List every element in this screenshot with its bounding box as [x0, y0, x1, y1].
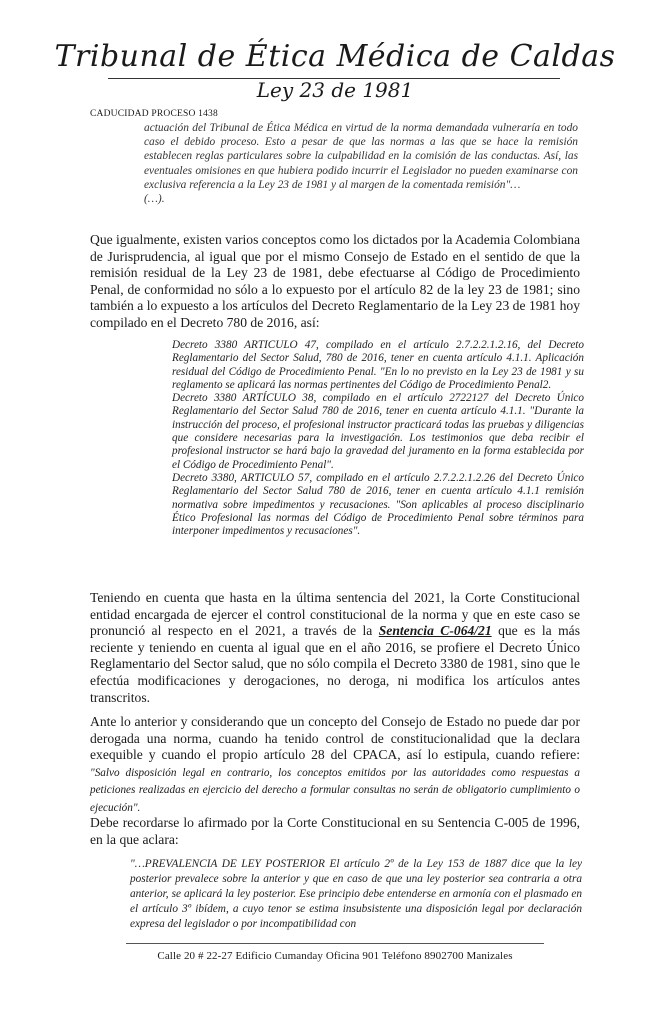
decree-article-47: Decreto 3380 ARTICULO 47, compilado en el artículo 2.7.2.2.1.2.16, del Decreto Reglamentario del Sector Salud, 780 de 2016, tener en cuenta artículo 4.1.1. Aplicación residual del Código de Procedimiento Penal. "En lo no previsto en la Ley 23 de 1981 y su reglamento se aplicará las normas pertinentes del Código de Procedimiento Penal2.	[172, 339, 584, 391]
cpaca-quote: "Salvo disposición legal en contrario, los conceptos emitidos por las autoridades como respuestas a peticiones realizadas en ejercicio del derecho a formular consultas no serán de obligatorio cumplimiento o ejecución".	[90, 766, 580, 814]
decree-article-57: Decreto 3380, ARTICULO 57, compilado en el artículo 2.7.2.2.1.2.26 del Decreto Único Reglamentario del Sector Salud 780 de 2016, tener en cuenta artículo 4.1.1 remisión normativa sobre impedimentos y recusaciones. "Son aplicables al proceso disciplinario Ético Profesional las normas del Código de Procedimiento Penal sobre términos para interponer impedimentos y recusaciones".	[172, 471, 584, 538]
paragraph-sentencia-text-a: Teniendo en cuenta que hasta en la última sentencia del 2021, la Corte Constitucional entidad encargada de ejercer el control constitucional de la norma y que en este caso se pronunció al respecto en el 2021, a través de la	[90, 590, 580, 639]
quote-ley-posterior: "…PREVALENCIA DE LEY POSTERIOR El artículo 2º de la Ley 153 de 1887 dice que la ley posterior prevalece sobre la anterior y que en caso de que una ley posterior sea contraria a otra anterior, se aplicará la ley posterior. Ese principio debe entenderse en armonía con el plasmado en el artículo 3º ibídem, a cuyo tenor se estima insubsistente una disposición legal por declaración expresa del legislador o por incompatibilidad con	[130, 858, 582, 930]
footer-divider	[126, 943, 544, 944]
case-reference: CADUCIDAD PROCESO 1438	[90, 109, 218, 119]
decree-article-38: Decreto 3380 ARTÍCULO 38, compilado en el artículo 2722127 del Decreto Único Reglamentario del Sector Salud 780 de 2016, tener en cuenta artículo 4.1.1. "Durante la instrucción del proceso, el profesional instructor practicará todas las pruebas y diligencias que considere necesarias para la investigación. Los testimonios que deba recibir el profesional instructor se hará bajo la gravedad del juramento en la forma establecida por el Código de Procedimiento Penal".	[172, 392, 584, 471]
tribunal-title: Tribunal de Ética Médica de Caldas	[54, 39, 616, 74]
paragraph-sentencia-text-b: que es la más reciente y teniendo en cuenta al igual que en el año 2016, se profiere el Decreto Único Reglamentario del Sector salud, que no sólo compila el Decreto 3380 de 1981, sino que le efectúa modificaciones y derogaciones, no deroga, ni modifica los artículos antes transcritos.	[90, 623, 580, 705]
paragraph-concepts: Que igualmente, existen varios conceptos como los dictados por la Academia Colombiana de Jurisprudencia, al igual que por el mismo Consejo de Estado en el sentido de que la remisión residual de la Ley 23 de 1981, debe efectuarse al Código de Procedimiento Penal, de conformidad no sólo a lo expuesto por el artículo 82 de la ley 23 de 1981; sino también a lo expuesto a los artículos del Decreto Reglamentario de la Ley 23 de 1981 hoy compilado en el Decreto 780 de 2016, así:	[90, 232, 580, 330]
sentencia-c064-link[interactable]: Sentencia C-064/21	[378, 623, 492, 639]
quote-top-ellipsis: (…).	[144, 193, 165, 206]
decree-quotes	[172, 339, 584, 538]
quote-top	[144, 121, 578, 206]
letterhead	[0, 40, 670, 74]
law-subtitle: Ley 23 de 1981	[256, 78, 414, 102]
footer-address: Calle 20 # 22-27 Edificio Cumanday Oficina 901 Teléfono 8902700 Manizales	[157, 950, 513, 962]
paragraph-c005: Debe recordarse lo afirmado por la Corte Constitucional en su Sentencia C-005 de 1996, en la que aclara:	[90, 815, 580, 847]
quote-top-text: actuación del Tribunal de Ética Médica en virtud de la norma demandada vulneraría en todo caso el debido proceso. Esto a pesar de que las normas a las que se hace la remisión establecen reglas particulares sobre la culpabilidad en la comisión de las conductas. Así, las eventuales omisiones en que hubiera podido incurrir el Legislador no pueden examinarse con exclusiva referencia a la Ley 23 de 1981 y al margen de la comentada remisión"…	[144, 122, 578, 191]
paragraph-cpaca-text: Ante lo anterior y considerando que un concepto del Consejo de Estado no puede dar por derogada una norma, cuando ha tenido control de constitucionalidad que la declara exequible y cuando el propio artículo 28 del CPACA, así lo estipula, cuando refiere:	[90, 714, 580, 763]
paragraph-cpaca	[90, 714, 580, 817]
paragraph-sentencia	[90, 590, 580, 706]
